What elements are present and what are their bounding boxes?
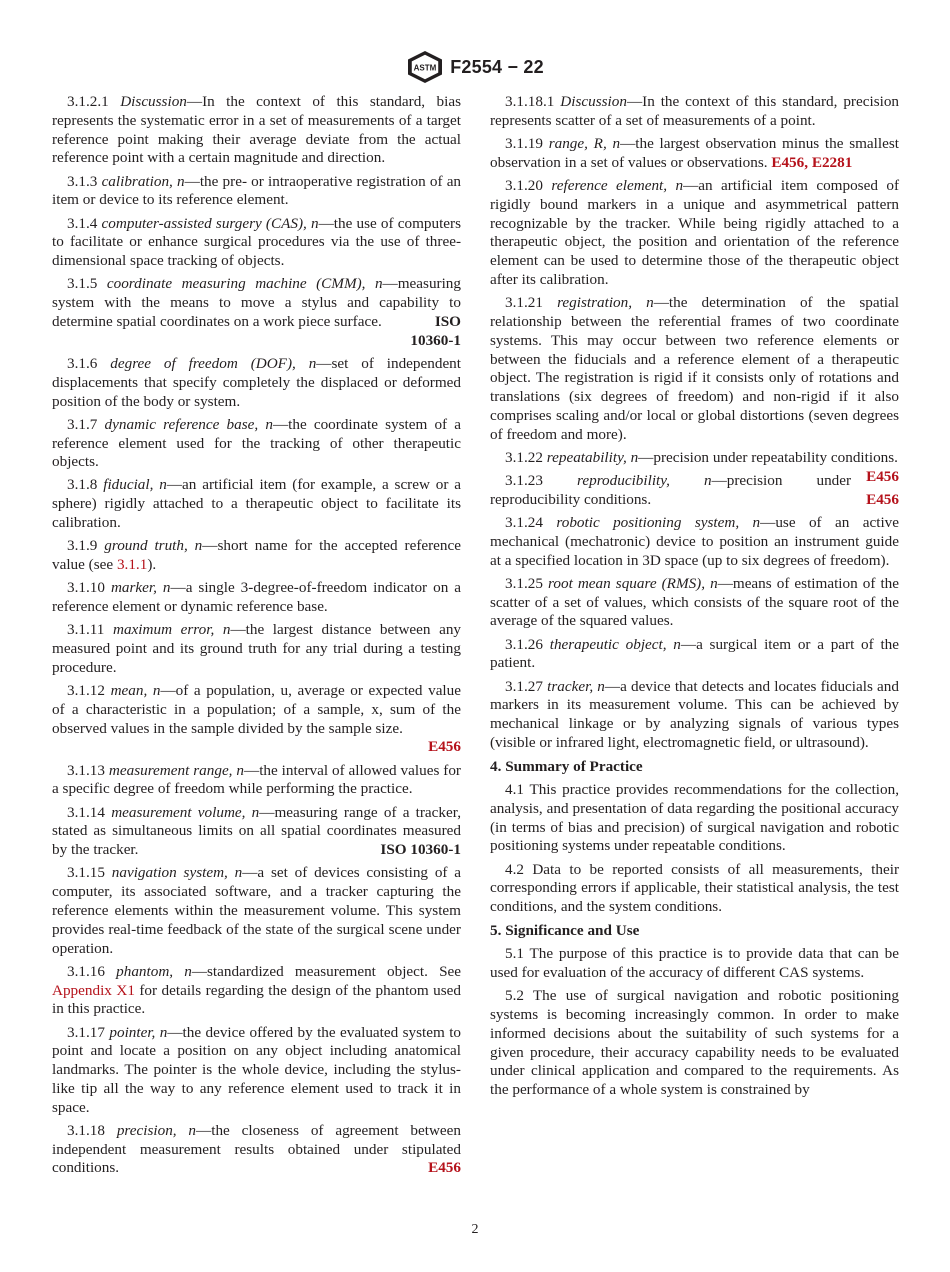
definition-phantom: 3.1.16 phantom, n—standardized measurement object. See Appendix X1 for details regarding the design of the phantom used in this practice. bbox=[52, 962, 462, 1018]
cmm-source-ref: ISO bbox=[434, 312, 461, 330]
page-number: 2 bbox=[471, 1222, 479, 1237]
definition-rms: 3.1.25 root mean square (RMS), n—means of estimation of the scatter of a set of values, which consists of the square root of the average of the squared values. bbox=[490, 574, 899, 630]
definition-robotic-positioning-system: 3.1.24 robotic positioning system, n—use of an active mechanical (mechatronic) device to position an instrument guide at a specified location in 3D space (up to six degrees of freedom). bbox=[490, 514, 899, 569]
link-3-1-1[interactable]: 3.1.1 bbox=[116, 556, 148, 574]
definition-fiducial: 3.1.8 fiducial, n—an artificial item (for example, a screw or a sphere) rigidly attached to a therapeutic object to facilitate its calibration. bbox=[52, 476, 462, 532]
definition-therapeutic-object: 3.1.26 therapeutic object, n—a surgical item or a part of the patient. bbox=[490, 635, 900, 672]
svg-text:ASTM: ASTM bbox=[413, 63, 437, 73]
measurement-volume-source-ref: ISO 10360-1 bbox=[380, 841, 461, 859]
definition-calibration: 3.1.3 calibration, n—the pre- or intraoperative registration of an item or device to its reference element. bbox=[52, 172, 462, 209]
definition-cas: 3.1.4 computer-assisted surgery (CAS), n—the use of computers to facilitate or enhance surgical procedures via the use of three-dimensional space tracking of objects. bbox=[52, 214, 462, 270]
cmm-source-ref-cont: 10360-1 bbox=[410, 331, 461, 349]
paragraph-4-2: 4.2 Data to be reported consists of all measurements, their corresponding errors if applicable, their statistical analysis, the test conditions, and the system conditions. bbox=[490, 860, 899, 916]
definition-pointer: 3.1.17 pointer, n—the device offered by the evaluated system to point and locate a position on any object including anatomical landmarks. The pointer is the whole device, including the stylus-like tip all the way to any reference element used to track it in space. bbox=[52, 1023, 462, 1116]
link-appendix-x1[interactable]: Appendix X1 bbox=[52, 981, 135, 999]
definition-reproducibility: 3.1.23 reproducibility, n—precision under reproducibility conditions. E456 bbox=[490, 472, 899, 508]
definition-registration: 3.1.21 registration, n—the determination of the spatial relationship between the referential frames of two coordinate systems. This may occur between two reference elements or between the fiducials and a reference element of a therapeutic object. The registration is rigid if it consists only of rotations and translations (six degrees of freedom) and non-rigid if it also comprises scaling and/or local or global distortions (seven degrees of freedom and more). bbox=[490, 294, 899, 443]
range-source-ref[interactable]: E456, E2281 bbox=[771, 153, 853, 171]
paragraph-3-1-2-1: 3.1.2.1 Discussion—In the context of this standard, bias represents the systematic error in a set of measurements of a target reference point making their average deviate from the actual reference point with a certain magnitude and direction. bbox=[52, 93, 461, 167]
definition-precision: 3.1.18 precision, n—the closeness of agreement between independent measurement results obtained under stipulated conditions. E456 bbox=[52, 1121, 462, 1177]
definition-cmm: 3.1.5 coordinate measuring machine (CMM), n—measuring system with the means to move a stylus and capability to determine spatial coordinates on a work piece surface. ISO 10360-1 bbox=[52, 275, 461, 349]
section-heading-summary: 4. Summary of Practice bbox=[490, 757, 643, 775]
reproducibility-source-ref[interactable]: E456 bbox=[866, 490, 899, 508]
paragraph-4-1: 4.1 This practice provides recommendations for the collection, analysis, and presentation of data regarding the positional accuracy (in terms of bias and precision) of surgical navigation and robotic positioning systems under repeatable conditions. bbox=[490, 781, 899, 855]
left-column bbox=[52, 93, 461, 1183]
definition-repeatability: 3.1.22 repeatability, n—precision under repeatability conditions. E456 bbox=[505, 448, 899, 485]
precision-source-ref[interactable]: E456 bbox=[428, 1159, 461, 1177]
definition-measurement-volume: 3.1.14 measurement volume, n—measuring range of a tracker, stated as simultaneous limits on all spatial coordinates measured by the tracker. ISO 10360-1 bbox=[52, 803, 461, 859]
definition-navigation-system: 3.1.15 navigation system, n—a set of devices consisting of a computer, its associated software, and a tracker capturing the reference elements within the measurement volume. This system provides real-time feedback of the state of the surgical scene under operation. bbox=[52, 864, 462, 957]
definition-range: 3.1.19 range, R, n—the largest observation minus the smallest observation in a set of values or observations. E456, E2281 bbox=[490, 134, 899, 171]
standard-designation: F2554 − 22 bbox=[450, 56, 544, 77]
paragraph-3-1-18-1: 3.1.18.1 Discussion—In the context of this standard, precision represents scatter of a set of measurements of a point. bbox=[490, 93, 900, 129]
definition-maximum-error: 3.1.11 maximum error, n—the largest distance between any measured point and its ground truth for any trial during a testing procedure. bbox=[52, 621, 462, 676]
definition-tracker: 3.1.27 tracker, n—a device that detects and locates fiducials and markers in its measurement volume. This can be achieved by mechanical linkage or by analyzing signals of various types (visible or infrared light, electromagnetic field, or ultrasound). bbox=[490, 677, 899, 752]
definition-measurement-range: 3.1.13 measurement range, n—the interval of allowed values for a specific degree of freedom while performing the practice. bbox=[52, 761, 461, 798]
definition-dof: 3.1.6 degree of freedom (DOF), n—set of independent displacements that specify completely the displaced or deformed position of the body or system. bbox=[52, 354, 461, 410]
astm-logo-icon bbox=[406, 50, 444, 84]
definition-mean: 3.1.12 mean, n—of a population, u, average or expected value of a characteristic in a population; of a sample, x, sum of the observed values in the sample divided by the sample size. E456 bbox=[52, 682, 461, 756]
paragraph-5-2: 5.2 The use of surgical navigation and robotic positioning systems is becoming increasingly common. In order to make informed decisions about the suitability of such systems for a given procedure, their accuracy capability needs to be evaluated under clinical application and compared to the requirements. As the performance of a whole system is constrained by bbox=[490, 987, 899, 1099]
definition-ground-truth: 3.1.9 ground truth, n—short name for the accepted reference value (see 3.1.1). bbox=[52, 537, 461, 574]
mean-source-ref[interactable]: E456 bbox=[428, 738, 461, 756]
page-header bbox=[0, 50, 950, 84]
definition-reference-element: 3.1.20 reference element, n—an artificial item composed of rigidly bound markers in a unique and asymmetrical pattern recognizable by the tracker. While being rigidly attached to a therapeutic object, the position and orientation of the reference element can be used to determine those of the therapeutic object after its calibration. bbox=[490, 176, 900, 288]
right-column bbox=[490, 93, 899, 1104]
paragraph-5-1: 5.1 The purpose of this practice is to provide data that can be used for evaluation of the accuracy of different CAS systems. bbox=[490, 945, 899, 981]
repeatability-source-ref[interactable]: E456 bbox=[866, 467, 899, 485]
definition-dynamic-reference-base: 3.1.7 dynamic reference base, n—the coordinate system of a reference element used for the tracking of other therapeutic objects. bbox=[52, 415, 462, 471]
section-heading-significance: 5. Significance and Use bbox=[490, 921, 640, 939]
definition-marker: 3.1.10 marker, n—a single 3-degree-of-freedom indicator on a reference element or dynamic reference base. bbox=[52, 579, 462, 616]
